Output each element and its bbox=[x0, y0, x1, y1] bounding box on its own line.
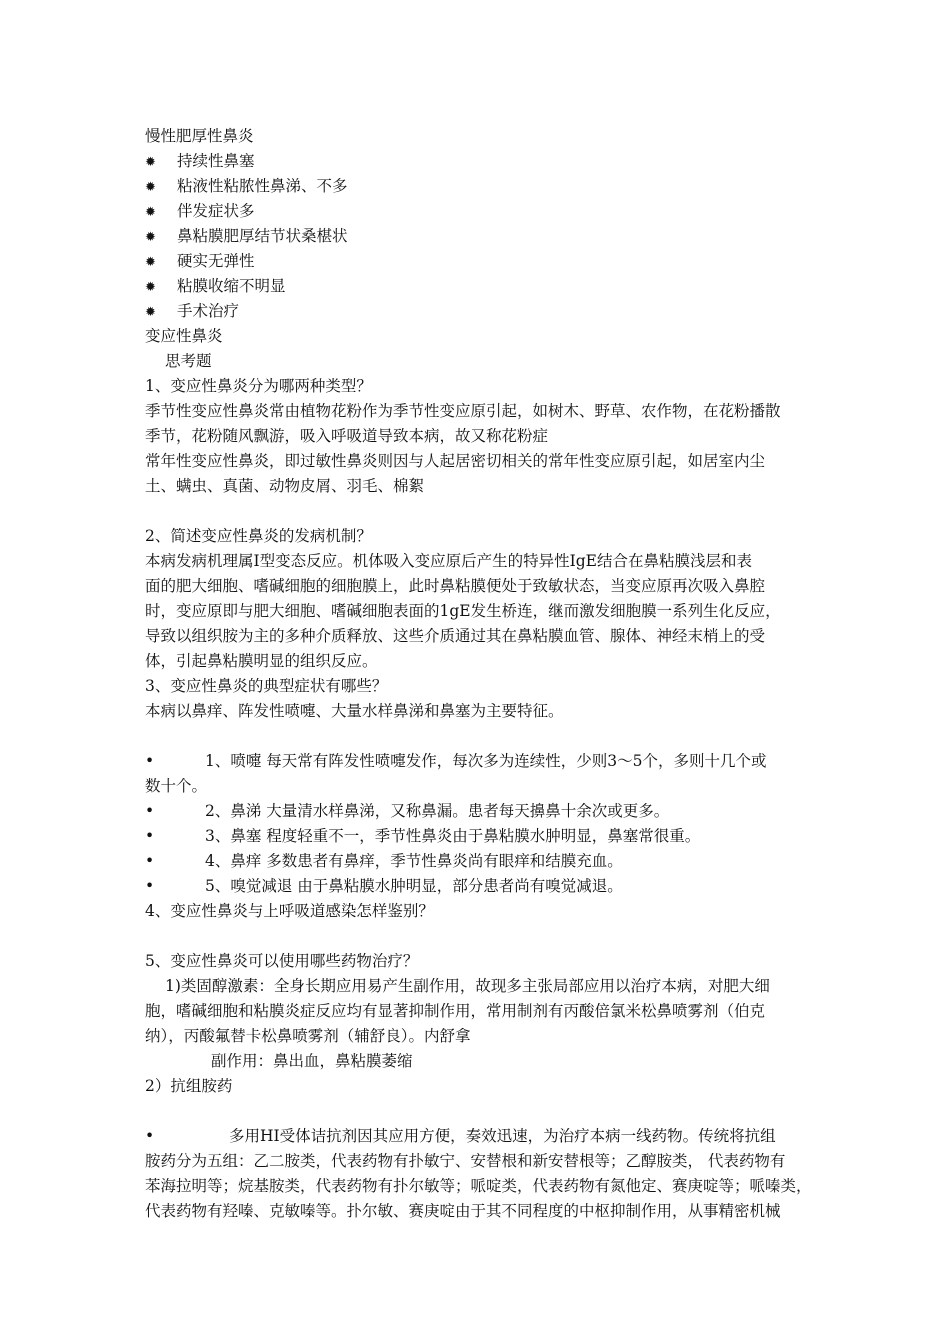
list-item: ✹ 持续性鼻塞 bbox=[145, 149, 255, 176]
question-5: 5、变应性鼻炎可以使用哪些药物治疗？ bbox=[145, 952, 419, 970]
bullet-icon: ✹ bbox=[145, 155, 156, 170]
answer-line: 数十个。 bbox=[145, 777, 208, 795]
side-effect-line: 副作用：鼻出血，鼻粘膜萎缩 bbox=[211, 1052, 413, 1070]
answer-line: 面的肥大细胞、嗜碱细胞的细胞膜上，此时鼻粘膜便处于致敏状态，当变应原再次吸入鼻腔 bbox=[145, 577, 766, 595]
answer-line: 1)类固醇激素：全身长期应用易产生副作用，故现多主张局部应用以治疗本病，对肥大细 bbox=[165, 977, 770, 995]
list-item: • 4、鼻痒 多数患者有鼻痒，季节性鼻炎尚有眼痒和结膜充血。 bbox=[145, 849, 623, 874]
list-item: ✹ 粘液性粘脓性鼻涕、不多 bbox=[145, 174, 348, 201]
list-item: ✹ 硬实无弹性 bbox=[145, 249, 255, 276]
bullet-icon: • bbox=[145, 752, 155, 770]
answer-line: 时，变应原即与肥大细胞、嗜碱细胞表面的1gE发生桥连，继而激发细胞膜一系列生化反应， bbox=[145, 602, 781, 620]
subtitle-questions: 思考题 bbox=[165, 352, 212, 370]
bullet-icon: ✹ bbox=[145, 280, 156, 295]
bullet-icon: ✹ bbox=[145, 305, 156, 320]
list-item: • 1、喷嚏 每天常有阵发性喷嚏发作，每次多为连续性，少则3～5个，多则十几个或 bbox=[145, 749, 767, 774]
answer-line: 土、螨虫、真菌、动物皮屑、羽毛、棉絮 bbox=[145, 477, 425, 495]
bullet-icon: ✹ bbox=[145, 205, 156, 220]
section-title-chronic-hypertrophic-rhinitis: 慢性肥厚性鼻炎 bbox=[145, 127, 254, 145]
bullet-icon: • bbox=[145, 827, 155, 845]
answer-line: 导致以组织胺为主的多种介质释放、这些介质通过其在鼻粘膜血管、腺体、神经末梢上的受 bbox=[145, 627, 766, 645]
answer-line: 胞，嗜碱细胞和粘膜炎症反应均有显著抑制作用，常用制剂有丙酸倍氯米松鼻喷雾剂（伯克 bbox=[145, 1002, 766, 1020]
list-item: • 3、鼻塞 程度轻重不一，季节性鼻炎由于鼻粘膜水肿明显，鼻塞常很重。 bbox=[145, 824, 700, 849]
answer-line: 本病以鼻痒、阵发性喷嚏、大量水样鼻涕和鼻塞为主要特征。 bbox=[145, 702, 564, 720]
question-4: 4、变应性鼻炎与上呼吸道感染怎样鉴别？ bbox=[145, 902, 434, 920]
list-item: • 5、嗅觉减退 由于鼻粘膜水肿明显，部分患者尚有嗅觉减退。 bbox=[145, 874, 623, 899]
answer-line: 胺药分为五组：乙二胺类，代表药物有扑敏宁、安替根和新安替根等；乙醇胺类， 代表药物有 bbox=[145, 1152, 786, 1170]
answer-line: 季节，花粉随风飘游，吸入呼吸道导致本病，故又称花粉症 bbox=[145, 427, 549, 445]
list-item: ✹ 鼻粘膜肥厚结节状桑椹状 bbox=[145, 224, 348, 251]
list-item: • 多用HI受体诘抗剂因其应用方便，奏效迅速，为治疗本病一线药物。传统将抗组 bbox=[145, 1124, 776, 1149]
bullet-icon: • bbox=[145, 877, 155, 895]
subsection-title-antihistamines: 2）抗组胺药 bbox=[145, 1077, 233, 1095]
list-item: ✹ 手术治疗 bbox=[145, 299, 239, 326]
bullet-icon: • bbox=[145, 802, 155, 820]
answer-line: 常年性变应性鼻炎，即过敏性鼻炎则因与人起居密切相关的常年性变应原引起，如居室内尘 bbox=[145, 452, 766, 470]
section-title-allergic-rhinitis: 变应性鼻炎 bbox=[145, 327, 223, 345]
answer-line: 纳），丙酸氟替卡松鼻喷雾剂（辅舒良）。内舒拿 bbox=[145, 1027, 471, 1045]
bullet-icon: • bbox=[145, 852, 155, 870]
answer-line: 本病发病机理属Ⅰ型变态反应。机体吸入变应原后产生的特异性IgE结合在鼻粘膜浅层和表 bbox=[145, 552, 752, 570]
answer-line: 季节性变应性鼻炎常由植物花粉作为季节性变应原引起，如树木、野草、农作物，在花粉播散 bbox=[145, 402, 781, 420]
bullet-icon: ✹ bbox=[145, 255, 156, 270]
list-item: ✹ 伴发症状多 bbox=[145, 199, 255, 226]
answer-line: 体，引起鼻粘膜明显的组织反应。 bbox=[145, 652, 378, 670]
list-item: ✹ 粘膜收缩不明显 bbox=[145, 274, 286, 301]
bullet-icon: ✹ bbox=[145, 230, 156, 245]
question-1: 1、变应性鼻炎分为哪两种类型？ bbox=[145, 377, 372, 395]
question-3: 3、变应性鼻炎的典型症状有哪些？ bbox=[145, 677, 388, 695]
list-item: • 2、鼻涕 大量清水样鼻涕，又称鼻漏。患者每天擤鼻十余次或更多。 bbox=[145, 799, 669, 824]
question-2: 2、简述变应性鼻炎的发病机制？ bbox=[145, 527, 372, 545]
answer-line: 代表药物有羟嗪、克敏嗪等。扑尔敏、赛庚啶由于其不同程度的中枢抑制作用，从事精密机械 bbox=[145, 1202, 781, 1220]
answer-line: 苯海拉明等；烷基胺类，代表药物有扑尔敏等；哌啶类，代表药物有氮他定、赛庚啶等；哌嗪类， bbox=[145, 1177, 812, 1195]
bullet-icon: • bbox=[145, 1127, 155, 1145]
bullet-icon: ✹ bbox=[145, 180, 156, 195]
